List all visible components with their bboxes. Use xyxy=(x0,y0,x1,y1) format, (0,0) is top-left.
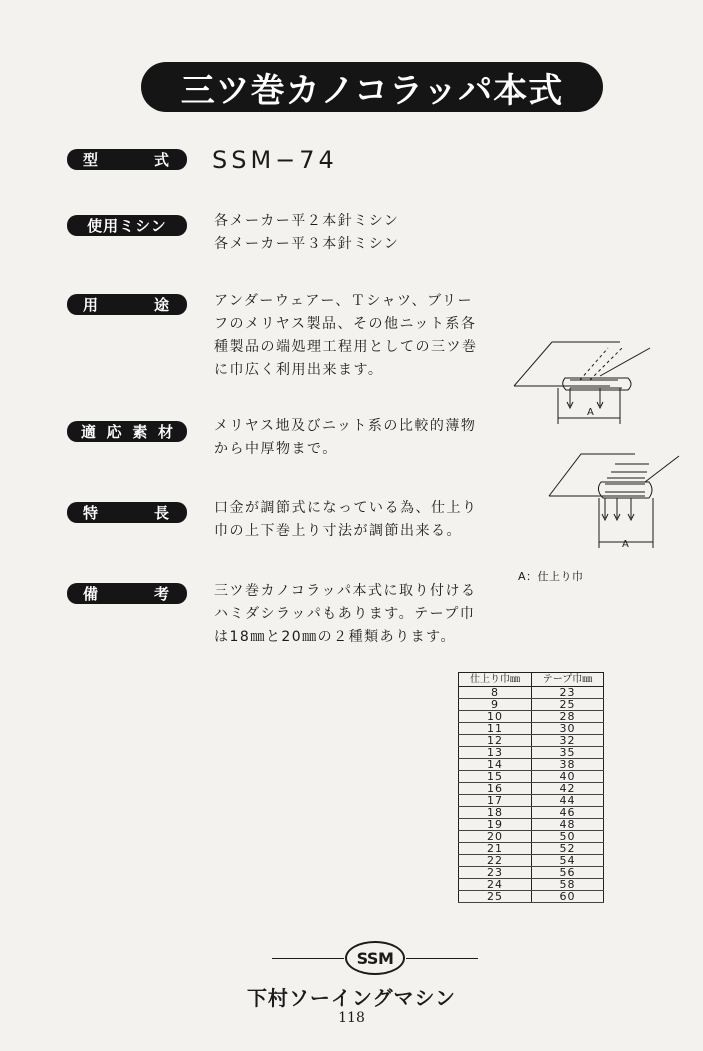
table-row xyxy=(459,831,604,843)
tape-width-cell: 30 xyxy=(532,723,604,735)
model-value: SSM−74 xyxy=(212,146,338,174)
page-number: 118 xyxy=(338,1010,365,1026)
finished-width-cell: 20 xyxy=(459,831,532,843)
footer-rule-right xyxy=(406,958,478,959)
text-line: アンダーウェアー、Ｔシャツ、ブリー xyxy=(214,293,474,309)
table-row xyxy=(459,855,604,867)
table-row xyxy=(459,891,604,903)
usage-label-char: 用 xyxy=(83,296,99,314)
material-label-char: 材 xyxy=(157,423,173,441)
finished-width-cell: 11 xyxy=(459,723,532,735)
table-row xyxy=(459,771,604,783)
text-line: フのメリヤス製品、その他ニット系各 xyxy=(214,316,477,332)
footer-rule-left xyxy=(272,958,344,959)
column-header: テープ巾㎜ xyxy=(532,673,604,687)
tape-width-cell: 38 xyxy=(532,759,604,771)
model-label-char: 式 xyxy=(153,151,169,169)
feature-text xyxy=(214,497,478,543)
column-header: 仕上り巾㎜ xyxy=(459,673,532,687)
width-table xyxy=(458,672,604,903)
remarks-text xyxy=(214,580,477,649)
table-row xyxy=(459,747,604,759)
model-label-char: 型 xyxy=(83,151,99,169)
table-row xyxy=(459,795,604,807)
finished-width-cell: 23 xyxy=(459,867,532,879)
table-row xyxy=(459,867,604,879)
table-row xyxy=(459,783,604,795)
table-row xyxy=(459,711,604,723)
text-line: から中厚物まで。 xyxy=(214,441,338,457)
finished-width-cell: 8 xyxy=(459,687,532,699)
tape-width-cell: 60 xyxy=(532,891,604,903)
dimension-label: A xyxy=(622,539,629,550)
finished-width-cell: 14 xyxy=(459,759,532,771)
table-row xyxy=(459,807,604,819)
tape-width-cell: 35 xyxy=(532,747,604,759)
material-text xyxy=(214,415,476,461)
ssm-logo: SSM xyxy=(345,941,405,975)
text-line: メリヤス地及びニット系の比較的薄物 xyxy=(214,418,477,434)
finished-width-cell: 22 xyxy=(459,855,532,867)
hem-diagram-3needle xyxy=(545,452,685,552)
finished-width-cell: 13 xyxy=(459,747,532,759)
text-line: ハミダシラッパもあります。テープ巾 xyxy=(214,606,476,622)
finished-width-cell: 18 xyxy=(459,807,532,819)
feature-label xyxy=(67,502,187,523)
text-line: 巾の上下巻上り寸法が調節出来る。 xyxy=(214,523,462,539)
finished-width-cell: 9 xyxy=(459,699,532,711)
dimension-label: A xyxy=(587,407,594,418)
table-row xyxy=(459,843,604,855)
tape-width-cell: 48 xyxy=(532,819,604,831)
remarks-label xyxy=(67,583,187,604)
material-label-char: 適 xyxy=(81,423,97,441)
page-title: 三ツ巻カノコラッパ本式 xyxy=(141,62,603,112)
diagram-caption: A：仕上り巾 xyxy=(518,570,584,583)
finished-width-cell: 16 xyxy=(459,783,532,795)
tape-width-cell: 58 xyxy=(532,879,604,891)
machine-label: 使用ミシン xyxy=(67,215,187,236)
finished-width-cell: 12 xyxy=(459,735,532,747)
tape-width-cell: 40 xyxy=(532,771,604,783)
model-label xyxy=(67,149,187,170)
feature-label-char: 特 xyxy=(83,504,99,522)
table-row xyxy=(459,699,604,711)
tape-width-cell: 50 xyxy=(532,831,604,843)
table-row xyxy=(459,687,604,699)
remarks-label-char: 考 xyxy=(153,585,169,603)
table-header-row xyxy=(459,673,604,687)
usage-text xyxy=(214,290,478,382)
usage-label xyxy=(67,294,187,315)
text-line: に巾広く利用出来ます。 xyxy=(214,362,384,378)
tape-width-cell: 28 xyxy=(532,711,604,723)
finished-width-cell: 21 xyxy=(459,843,532,855)
table-row xyxy=(459,735,604,747)
text-line: 三ツ巻カノコラッパ本式に取り付ける xyxy=(214,583,477,599)
tape-width-cell: 54 xyxy=(532,855,604,867)
material-label xyxy=(67,421,187,442)
text-line: 種製品の端処理工程用としての三ツ巻 xyxy=(214,339,478,355)
finished-width-cell: 24 xyxy=(459,879,532,891)
table-row xyxy=(459,819,604,831)
material-label-char: 素 xyxy=(132,423,148,441)
machine-text xyxy=(214,210,399,256)
tape-width-cell: 44 xyxy=(532,795,604,807)
material-label-char: 応 xyxy=(106,423,122,441)
feature-label-char: 長 xyxy=(153,504,169,522)
text-line: 各メーカー平２本針ミシン xyxy=(214,213,400,229)
text-line: 各メーカー平３本針ミシン xyxy=(214,236,400,252)
tape-width-cell: 42 xyxy=(532,783,604,795)
table-row xyxy=(459,759,604,771)
tape-width-cell: 52 xyxy=(532,843,604,855)
text-line: は18㎜と20㎜の２種類あります。 xyxy=(214,629,457,645)
table-row xyxy=(459,723,604,735)
remarks-label-char: 備 xyxy=(83,585,99,603)
company-name: 下村ソーイングマシン xyxy=(246,986,457,1010)
tape-width-cell: 56 xyxy=(532,867,604,879)
usage-label-char: 途 xyxy=(153,296,169,314)
tape-width-cell: 25 xyxy=(532,699,604,711)
hem-diagram-2needle xyxy=(510,338,655,428)
tape-width-cell: 46 xyxy=(532,807,604,819)
tape-width-cell: 32 xyxy=(532,735,604,747)
finished-width-cell: 19 xyxy=(459,819,532,831)
finished-width-cell: 17 xyxy=(459,795,532,807)
table-row xyxy=(459,879,604,891)
text-line: 口金が調節式になっている為、仕上り xyxy=(214,500,478,516)
finished-width-cell: 15 xyxy=(459,771,532,783)
finished-width-cell: 10 xyxy=(459,711,532,723)
finished-width-cell: 25 xyxy=(459,891,532,903)
tape-width-cell: 23 xyxy=(532,687,604,699)
